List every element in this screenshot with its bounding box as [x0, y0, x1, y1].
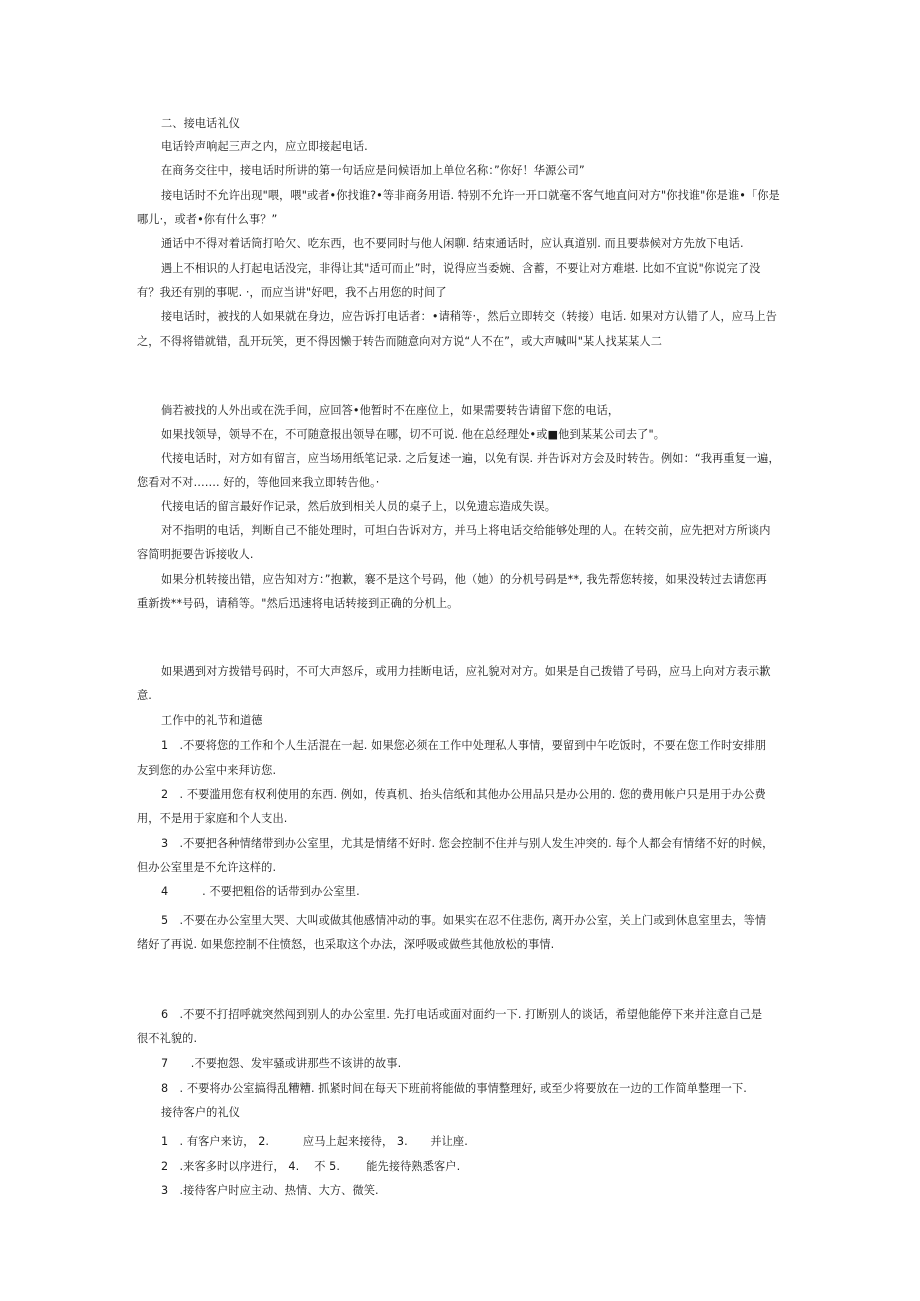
- paragraph-line: 代接电话的留言最好作记录，然后放到相关人员的桌子上，以免遗忘造成失误。: [161, 500, 557, 513]
- paragraph-line: 重新拨**号码，请稍等。"然后迅速将电话转接到正确的分机上。: [137, 597, 459, 610]
- numbered-item: 5 .不要在办公室里大哭、大叫或做其他感情冲动的事。如果实在忍不住悲伤, 离开办公室，关上门或到休息室里去，等情: [161, 914, 767, 927]
- numbered-item: 2 .来客多时以序进行， 4. 不 5. 能先接待熟悉客户.: [161, 1160, 461, 1173]
- paragraph-line: 很不礼貌的.: [137, 1032, 198, 1045]
- paragraph-line: 遇上不相识的人打起电话没完，非得让其"适可而止”时，说得应当委婉、含蓄，不要让对方难堪. 比如不宜说"你说完了没: [161, 262, 761, 275]
- section-heading-client-reception: 接待客户的礼仪: [161, 1106, 241, 1119]
- numbered-item: 8 . 不要将办公室搞得乱糟糟. 抓紧时间在每天下班前将能做的事情整理好, 或至少将要放在一边的工作简单整理一下.: [161, 1082, 747, 1095]
- numbered-item: 1 .不要将您的工作和个人生活混在一起. 如果您必须在工作中处理私人事情，要留到中午吃饭时，不要在您工作时安排朋: [161, 739, 767, 752]
- paragraph-line: 用，不是用于家庭和个人支出.: [137, 812, 288, 825]
- paragraph-line: 哪儿·，或者•你有什么事？”: [137, 213, 278, 226]
- section-heading-work-ethics: 工作中的礼节和道德: [161, 714, 263, 727]
- paragraph-line: 对不指明的电话，判断自己不能处理时，可坦白告诉对方，并马上将电话交给能够处理的人。在转交前，应先把对方所谈内: [161, 524, 771, 537]
- paragraph-line: 接电话时不允许出现"喂，喂"或者•你找谁?•等非商务用语. 特别不允许一开口就毫不客气地直问对方"你找谁"你是谁•「你是: [161, 189, 780, 202]
- section-heading-phone-etiquette: 二、接电话礼仪: [161, 117, 241, 130]
- paragraph-line: 在商务交往中，接电话时所讲的第一句话应是问候语加上单位名称：”你好！华源公司”: [161, 164, 585, 177]
- paragraph-line: 之，不得将错就错，乱开玩笑，更不得因懒于转告而随意向对方说“人不在”，或大声喊叫"某人找某某人二: [137, 335, 662, 348]
- paragraph-line: 代接电话时，对方如有留言，应当场用纸笔记录. 之后复述一遍，以免有误. 并告诉对方会及时转告。例如：“我再重复一遍，: [161, 452, 780, 465]
- paragraph-line: 电话铃声响起三声之内，应立即接起电话.: [161, 140, 368, 153]
- numbered-item: 3 .不要把各种情绪带到办公室里，尤其是情绪不好时. 您会控制不住并与别人发生冲突的. 每个人都会有情绪不好的时候，: [161, 837, 774, 850]
- paragraph-line: 绪好了再说. 如果您控制不住愤怒，也采取这个办法，深呼吸或做些其他放松的事情.: [137, 938, 555, 951]
- numbered-item: 3 .接待客户时应主动、热情、大方、微笑.: [161, 1184, 379, 1197]
- paragraph-line: 友到您的办公室中来拜访您.: [137, 764, 277, 777]
- paragraph-line: 如果找领导，领导不在，不可随意报出领导在哪，切不可说. 他在总经理处•或■他到某某公司去了"。: [161, 428, 666, 441]
- paragraph-line: 有？我还有别的事呢. ·，而应当讲"好吧，我不占用您的时间了: [137, 286, 447, 299]
- paragraph-line: 如果遇到对方拨错号码时，不可大声怒斥，或用力挂断电话，应礼貌对对方。如果是自己拨错了号码，应马上向对方表示歉: [161, 665, 771, 678]
- paragraph-line: 意.: [137, 689, 152, 702]
- paragraph-line: 接电话时，被找的人如果就在身边，应告诉打电话者：•请稍等·，然后立即转交（转接）电话. 如果对方认错了人，应马上告: [161, 310, 777, 323]
- numbered-item: 1 . 有客户来访， 2. 应马上起来接待， 3. 并让座.: [161, 1135, 468, 1148]
- numbered-item: 4 . 不要把粗俗的话带到办公室里.: [161, 885, 360, 898]
- paragraph-line: 通话中不得对着话筒打哈欠、吃东西，也不要同时与他人闲聊. 结束通话时，应认真道别. 而且要恭候对方先放下电话.: [161, 237, 744, 250]
- paragraph-line: 倘若被找的人外出或在洗手间，应回答•他暂时不在座位上，如果需要转告请留下您的电话，: [161, 404, 620, 417]
- paragraph-line: 容简明扼要告诉接收人.: [137, 548, 254, 561]
- numbered-item: 7 .不要抱怨、发牢骚或讲那些不该讲的故事.: [161, 1057, 402, 1070]
- paragraph-line: 但办公室里是不允许这样的.: [137, 861, 277, 874]
- numbered-item: 2 . 不要滥用您有权利使用的东西. 例如，传真机、抬头信纸和其他办公用品只是办公用的. 您的费用帐户只是用于办公费: [161, 788, 766, 801]
- paragraph-line: 如果分机转接出错，应告知对方：”抱歉，褰不是这个号码，他（她）的分机号码是**, 我先帮您转接，如果没转过去请您再: [161, 573, 767, 586]
- paragraph-line: 您看对不对……. 好的，等他回来我立即转告他。·: [137, 476, 380, 489]
- numbered-item: 6 .不要不打招呼就突然闯到别人的办公室里. 先打电话或面对面约一下. 打断别人的谈话，希望他能停下来并注意自己是: [161, 1008, 763, 1021]
